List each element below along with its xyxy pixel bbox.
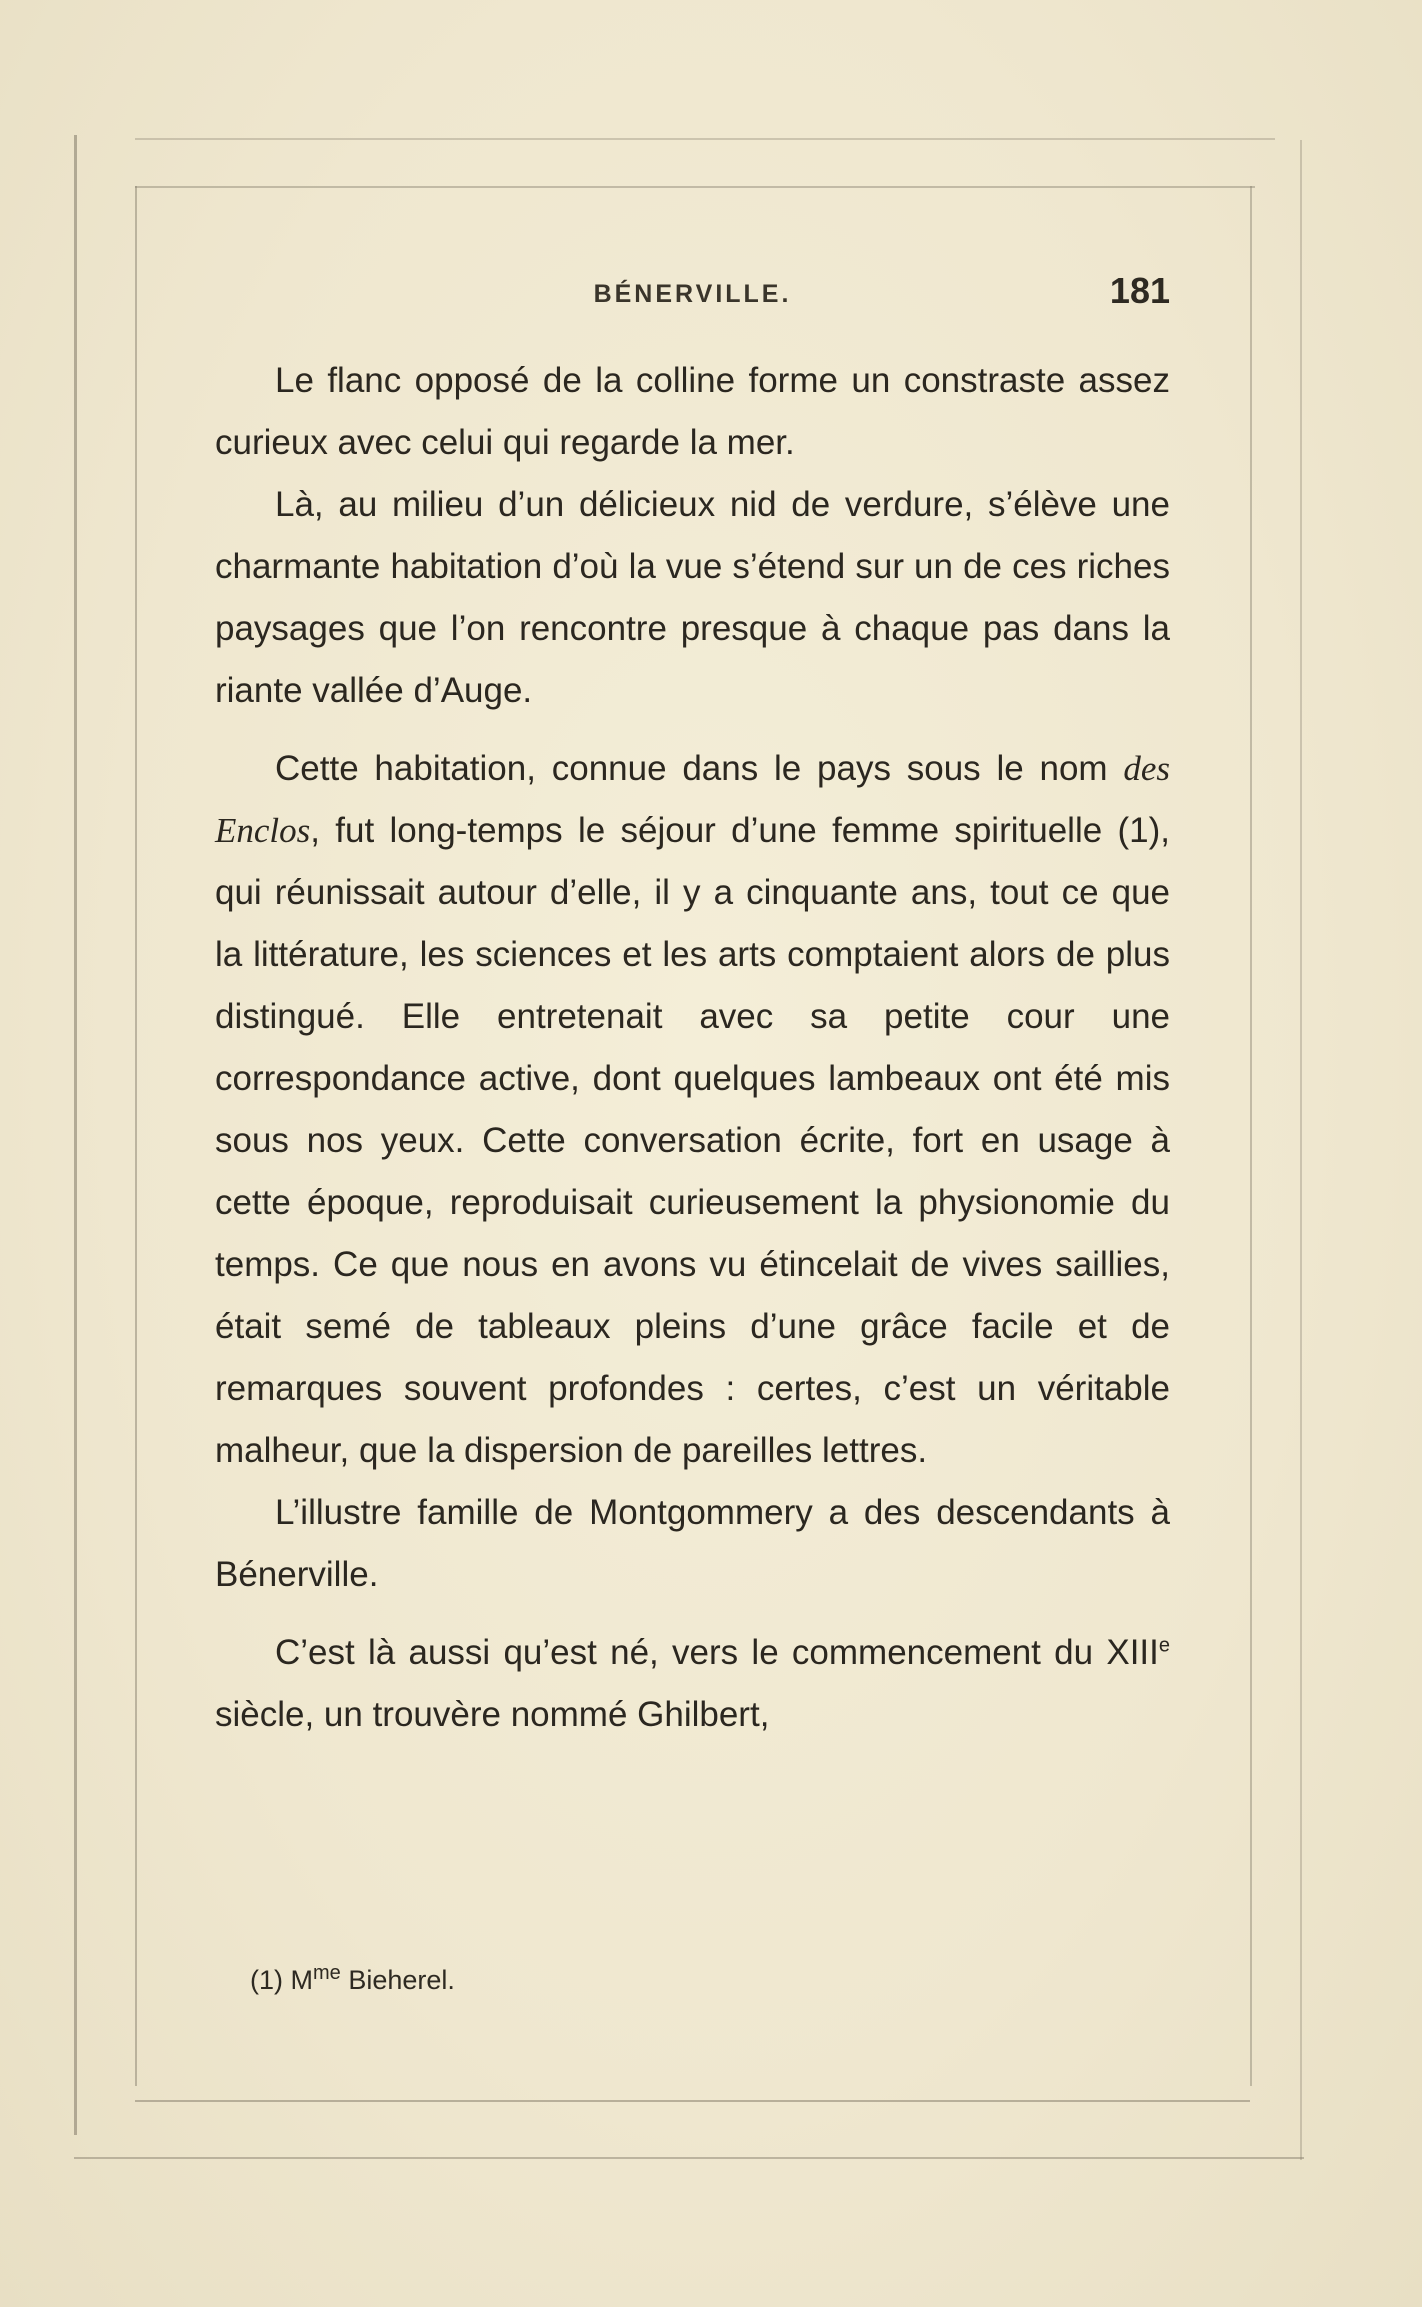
footnote-superscript: me [313,1962,341,1984]
page-number: 181 [1109,270,1170,311]
paragraph-3-text-after: , fut long-temps le séjour d’une femme spirituelle (1), qui réunissait autour d’elle, il y a cinquante ans, tout ce que la littérature, les sciences et les arts comptaient alors de plus distingué. Elle entretenait avec sa petite cour une correspondance active, dont quelques lambeaux ont été mis sous nos yeux. Cette conversation écrite, fort en usage à cette époque, reproduisait curieusement la physionomie du temps. Ce que nous en avons vu étincelait de vives saillies, était semé de tableaux pleins d’une grâce facile et de remarques souvent profondes : certes, c’est un véritable malheur, que la dispersion de pareilles lettres. [215,811,1170,1470]
body-text [215,350,1170,1746]
paragraph-5-superscript: e [1158,1634,1170,1657]
paragraph-2: Là, au milieu d’un délicieux nid de verdure, s’élève une charmante habitation d’où la vue s’étend sur un de ces riches paysages que l’on rencontre presque à chaque pas dans la riante vallée d’Auge. [215,485,1170,710]
footnote-marker: (1) [250,1965,283,1995]
page-edge-line [74,2157,1304,2159]
footnote-text-after: Bieherel. [340,1965,455,1995]
paragraph-1: Le flanc opposé de la colline forme un constraste assez curieux avec celui qui regarde la mer. [215,361,1170,462]
paragraph-4: L’illustre famille de Montgommery a des descendants à Bénerville. [215,1493,1170,1594]
page-edge-line [135,2100,1250,2102]
page-edge-line [1300,140,1302,2160]
paragraph-3-italic: des Enclos [215,749,1170,850]
page-edge-line [135,186,137,2086]
running-head [215,270,1170,330]
paragraph-3 [215,738,1170,1482]
footnote [250,1962,455,1996]
paragraph-5 [215,1622,1170,1746]
page-edge-line [1250,186,1252,2086]
page-edge-line [135,186,1255,188]
paragraph-5-text-after: siècle, un trouvère nommé Ghilbert, [215,1695,770,1734]
footnote-text [290,1962,455,1995]
running-title: BÉNERVILLE. [593,280,792,308]
paragraph-3-text-before: Cette habitation, connue dans le pays sous le nom [275,749,1124,788]
page-edge-line [74,135,77,2135]
page-edge-line [135,138,1275,140]
paragraph-5-text-before: C’est là aussi qu’est né, vers le commencement du XIII [275,1633,1159,1672]
footnote-text-before: M [290,1965,314,1995]
